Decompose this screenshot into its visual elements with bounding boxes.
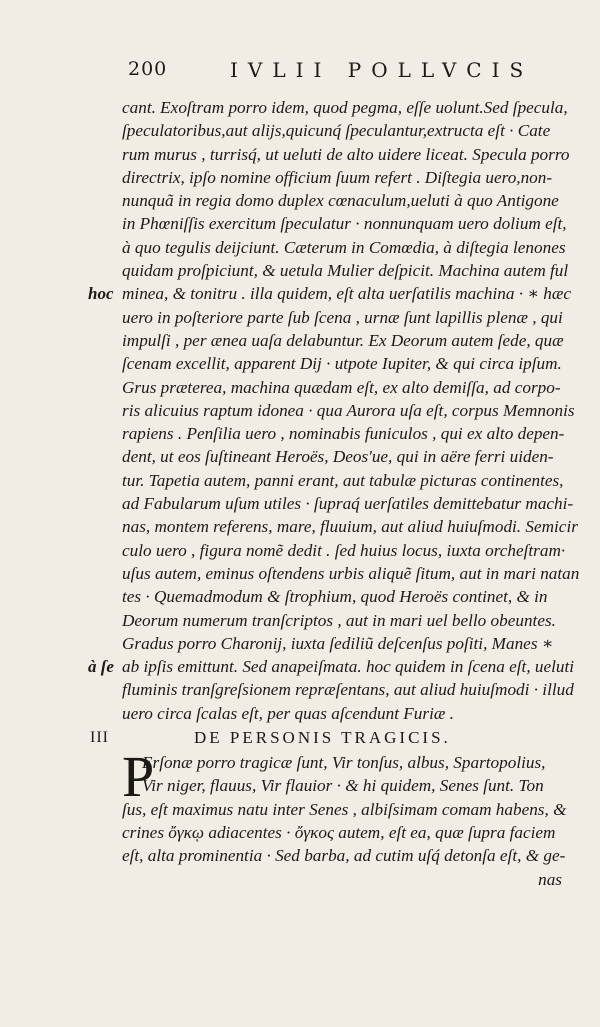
line-text: ſpeculatoribus,aut alijs,quicunq́ ſpeculantur,extructa eſt · Cate — [122, 121, 551, 141]
text-line — [88, 282, 571, 305]
text-line — [122, 774, 570, 797]
line-text: ſus, eſt maximus natu inter Senes , albiſsimam comam habens, & — [122, 799, 567, 819]
margin-note: hoc — [88, 284, 114, 304]
text-line — [122, 585, 570, 608]
text-lines-after — [122, 744, 570, 891]
line-text: crines ὄγκῳ adiacentes · ὄγκος autem, eſt ea, quæ ſupra faciem — [122, 822, 556, 842]
text-line — [122, 539, 570, 562]
section-title: DE PERSONIS TRAGICIS. — [194, 728, 451, 748]
line-text: culo uero , figura nomẽ dedit . ſed huius locus, iuxta orcheſtram· — [122, 540, 566, 560]
line-text: ſcenam excellit, apparent Dij · utpote Iupiter, & qui circa ipſum. — [122, 354, 562, 374]
line-text: rum murus , turrisq́, ut ueluti de alto uidere liceat. Specula porro — [122, 144, 570, 164]
line-text: uſus autem, eminus oſtendens urbis aliquẽ ſitum, aut in mari natan — [122, 563, 580, 583]
line-text: Grus præterea, machina quædam eſt, ex alto demiſſa, ad corpo- — [122, 377, 561, 397]
line-text: tes · Quemadmodum & ſtrophium, quod Heroës continet, & in — [122, 587, 548, 607]
line-text: nunquã in regia domo duplex cœnaculum,ueluti à quo Antigone — [122, 191, 559, 211]
dropcap-paragraph — [122, 744, 570, 891]
text-line — [122, 609, 570, 632]
text-line — [122, 399, 575, 422]
text-line — [122, 143, 570, 166]
text-line — [122, 445, 570, 468]
text-line — [122, 632, 570, 655]
line-text: impulſi , per ænea uaſa delabuntur. Ex Deorum autem ſede, quæ — [122, 330, 564, 350]
line-text: ris alicuius raptum idonea · qua Aurora uſa eſt, corpus Memnonis — [122, 400, 575, 420]
line-text: in Phœniſſis exercitum ſpeculatur · nonnunquam uero dolium eſt, — [122, 214, 567, 234]
main-text — [88, 96, 580, 891]
line-text: rapiens . Penſilia uero , nominabis funiculos , qui ex alto depen- — [122, 424, 565, 444]
text-lines-before — [88, 96, 580, 725]
text-line — [122, 259, 570, 282]
text-line — [122, 376, 570, 399]
text-line — [122, 798, 570, 821]
text-line — [122, 422, 570, 445]
line-text: tur. Tapetia autem, panni erant, aut tabulæ picturas continentes, — [122, 470, 564, 490]
drop-capital: P — [122, 744, 155, 810]
text-line — [122, 562, 580, 585]
text-line — [122, 469, 570, 492]
line-text: quidam proſpiciunt, & uetula Mulier deſpicit. Machina autem ful — [122, 261, 569, 281]
line-text: ab ipſis emittunt. Sed anapeiſmata. hoc quidem in ſcena eſt, ueluti — [122, 657, 575, 677]
line-text: Deorum numerum tranſcriptos , aut in mari uel bello obeuntes. — [122, 610, 556, 630]
line-text: Erſonæ porro tragicæ ſunt, Vir tonſus, albus, Spartopolius, — [142, 753, 546, 773]
text-line — [122, 844, 570, 867]
line-text: Vir niger, flauus, Vir flauior · & hi quidem, Senes ſunt. Ton — [142, 776, 544, 796]
text-line — [122, 702, 570, 725]
text-line — [122, 166, 570, 189]
line-text: uero in poſteriore parte ſub ſcena , urnæ ſunt lapillis plenæ , qui — [122, 307, 563, 327]
section-heading — [90, 725, 570, 751]
section-number: III — [90, 729, 109, 747]
text-line — [122, 189, 570, 212]
text-line — [122, 751, 570, 774]
text-line — [122, 212, 570, 235]
line-text: nas — [538, 869, 562, 889]
text-line — [88, 655, 575, 678]
page-number: 200 — [128, 58, 168, 80]
line-text: fluminis tranſgreſsionem repræſentans, aut aliud huiuſmodi · illud — [122, 680, 574, 700]
text-line — [122, 329, 570, 352]
line-text: ad Fabularum uſum utiles · ſupraq́ uerſatiles demittebatur machi- — [122, 494, 574, 514]
line-text: directrix, ipſo nomine officium ſuum refert . Diſtegia uero,non- — [122, 167, 553, 187]
text-line — [122, 492, 574, 515]
line-text: dent, ut eos ſuſtineant Heroës, Deos'ue, qui in aëre ferri uiden- — [122, 447, 554, 467]
line-text: cant. Exoſtram porro idem, quod pegma, eſſe uolunt.Sed ſpecula, — [122, 98, 568, 117]
text-line — [122, 96, 570, 119]
text-line — [122, 678, 574, 701]
text-line — [122, 306, 570, 329]
line-text: eſt, alta prominentia · Sed barba, ad cutim uſq́ detonſa eſt, & ge- — [122, 846, 566, 866]
line-text: minea, & tonitru . illa quidem, eſt alta uerſatilis machina · ∗ hæc — [122, 284, 571, 304]
line-text: Gradus porro Charonij, iuxta ſediliũ deſcenſus poſiti, Manes ∗ — [122, 633, 554, 653]
text-line — [122, 352, 570, 375]
text-line — [122, 515, 578, 538]
text-line — [122, 119, 570, 142]
running-head — [0, 58, 600, 84]
text-line — [122, 868, 570, 891]
line-text: uero circa ſcalas eſt, per quas aſcendunt Furiæ . — [122, 703, 454, 723]
margin-note: à ſe — [88, 657, 114, 677]
line-text: à quo tegulis deijciunt. Cæterum in Comœdia, à diſtegia lenones — [122, 237, 566, 257]
text-line — [122, 821, 570, 844]
line-text: nas, montem referens, mare, fluuium, aut aliud huiuſmodi. Semicir — [122, 517, 578, 537]
text-line — [122, 236, 570, 259]
running-title: IVLII POLLVCIS — [230, 58, 534, 82]
